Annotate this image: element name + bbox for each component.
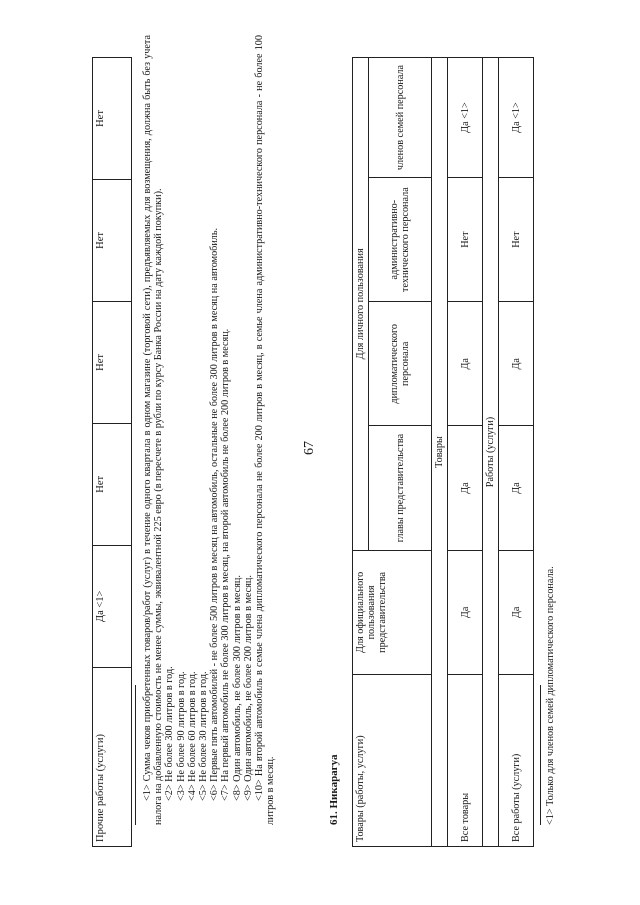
table-cell: Да <1> <box>499 58 534 178</box>
table-cell: Да <box>448 426 483 550</box>
table-cell: Нет <box>93 58 132 180</box>
page-number: 67 <box>302 441 317 455</box>
header-family: членов семей персонала <box>369 58 432 178</box>
footnote-item: <7> На первый автомобиль не более 300 литров в месяц, на второй автомобиль не более 200 литров в месяц. <box>220 328 232 801</box>
footnote-divider <box>540 685 541 825</box>
table-cell: Все работы (услуги) <box>499 675 534 847</box>
footnote-last: <10> На второй автомобиль в семье члена дипломатического персонала не более 200 литров в месяц, в семье члена административно-технического персонала - не более 100 литров в месяц. <box>254 35 277 825</box>
top-table <box>92 57 132 847</box>
table-cell: Нет <box>93 423 132 545</box>
section-row <box>432 58 448 847</box>
header-goods: Товары (работы, услуги) <box>353 675 432 847</box>
table-cell: Нет <box>448 178 483 302</box>
table-header-row <box>353 58 369 847</box>
section-row <box>483 58 499 847</box>
table-cell: Да <box>499 302 534 426</box>
header-admin: административно-технического персонала <box>369 178 432 302</box>
bottom-table <box>352 57 534 847</box>
table-row <box>448 58 483 847</box>
table-cell: Нет <box>499 178 534 302</box>
footnote-item: <2> Не более 300 литров в год. <box>164 666 176 801</box>
section-services: Работы (услуги) <box>483 58 499 847</box>
footnote-divider <box>135 685 136 825</box>
table-cell: Прочие работы (услуги) <box>93 667 132 846</box>
table-cell: Да <box>499 550 534 674</box>
table-cell: Да <box>499 426 534 550</box>
bottom-note-text: <1> Только для членов семей дипломатического персонала. <box>545 566 556 825</box>
bottom-note <box>540 566 556 825</box>
section-goods: Товары <box>432 58 448 847</box>
table-cell: Да <1> <box>448 58 483 178</box>
table-cell: Да <box>448 550 483 674</box>
footnote-item: <8> Один автомобиль, не более 300 литров в месяц. <box>231 575 243 801</box>
section-title: 61. Никарагуа <box>328 754 340 825</box>
table-row <box>499 58 534 847</box>
header-diplomatic: дипломатического персонала <box>369 302 432 426</box>
header-head: главы представительства <box>369 426 432 550</box>
table-row <box>93 58 132 847</box>
table-cell: Нет <box>93 180 132 302</box>
footnote-item: <6> Первые пять автомобилей - не более 500 литров в месяц на автомобиль, остальные не более 300 литров в месяц на автомобиль. <box>209 227 221 801</box>
footnote-item: <9> Один автомобиль, не более 200 литров в месяц. <box>242 575 254 801</box>
footnote-first: <1> Сумма чеков приобретенных товаров/работ (услуг) в течение одного квартала в одном магазине (торговой сети), предъявляемых для возмещения, должна быть без учета налога на добавленную стоимость не менее суммы, эквивалентной 225 евро (в пересчете в рубли по курсу Банка России на дату каждой покупки). <box>142 35 165 825</box>
table-cell: Да <box>448 302 483 426</box>
header-official: Для официального пользования представительства <box>353 550 432 674</box>
table-cell: Все товары <box>448 675 483 847</box>
table-cell: Да <1> <box>93 545 132 667</box>
footnote-item: <3> Не более 90 литров в год. <box>175 671 187 801</box>
footnote-item: <5> Не более 30 литров в год. <box>198 671 210 801</box>
footnotes <box>135 35 276 825</box>
header-personal: Для личного пользования <box>353 58 369 551</box>
footnote-item: <4> Не более 60 литров в год. <box>186 671 198 801</box>
table-cell: Нет <box>93 301 132 423</box>
